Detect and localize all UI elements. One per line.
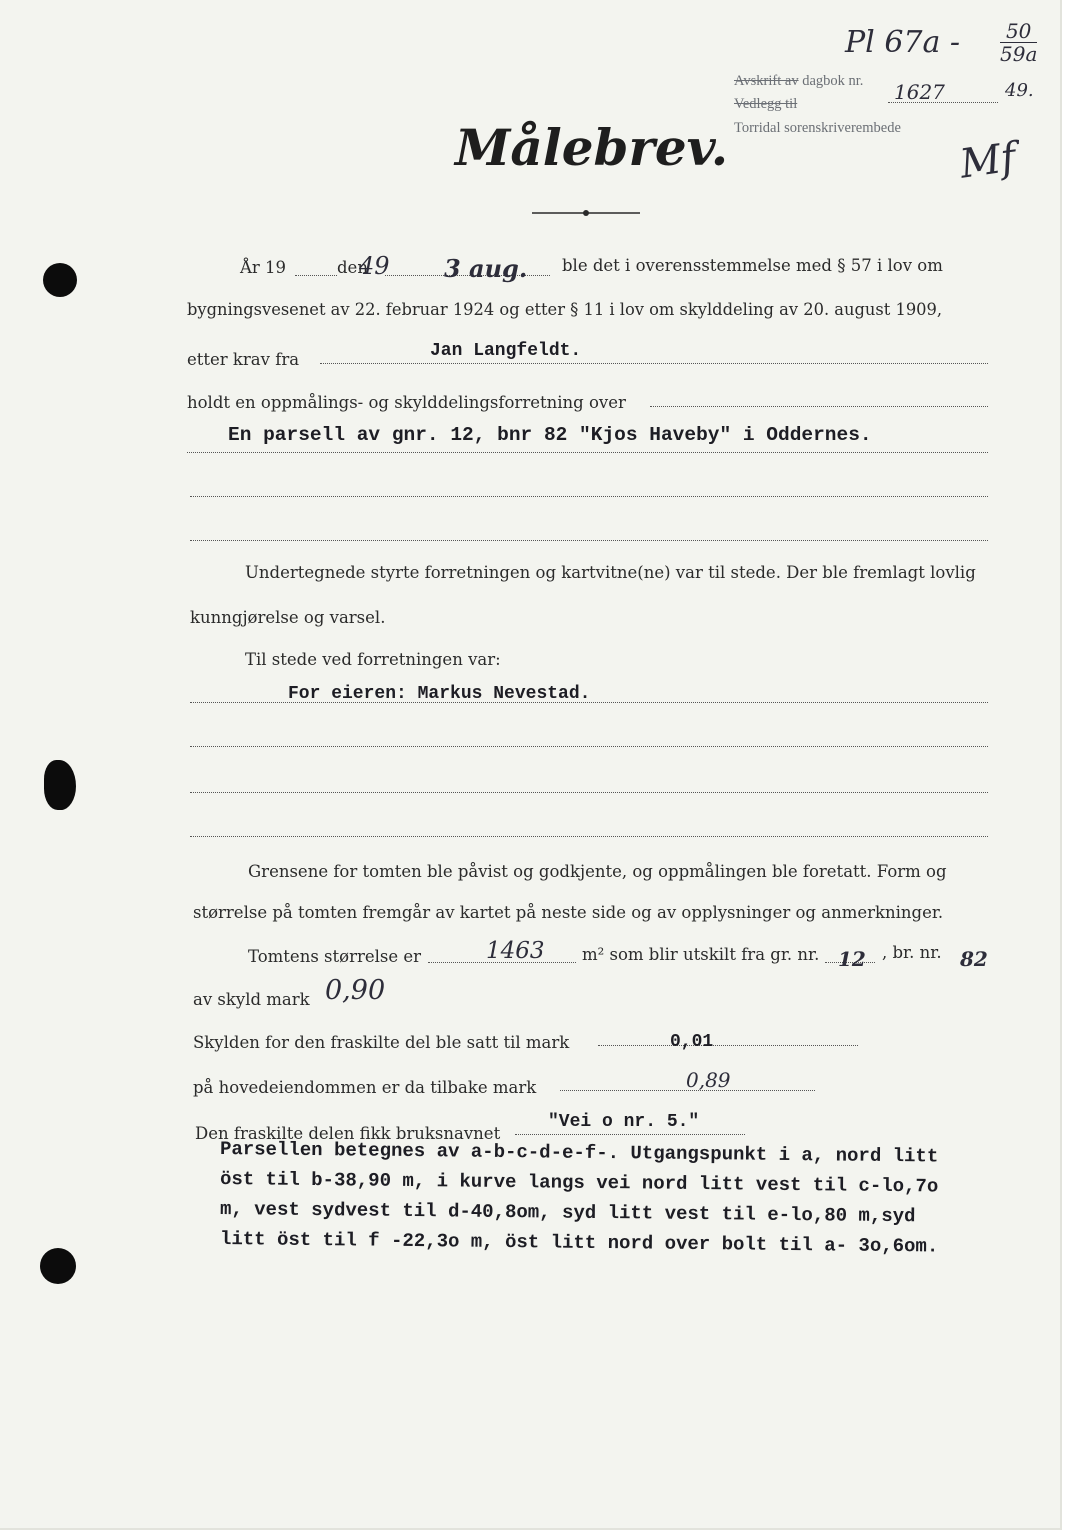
punch-hole-middle [44,760,76,810]
year-prefix: År 19 [240,258,287,277]
object-dots [187,452,988,453]
bnr-value: 82 [960,947,988,971]
skyld-value: 0,90 [325,975,386,1006]
stamp-line-1 [734,73,863,90]
size-unit: m² som blir utskilt fra gr. nr. [582,945,820,964]
present-dots [190,702,988,703]
bruk-value: "Vei o nr. 5." [548,1112,700,1132]
krav-label: etter krav fra [187,350,300,369]
stamp-vedlegg: Vedlegg til [734,96,798,112]
frask-value: 0,01 [670,1032,714,1052]
para2-line2: kunngjørelse og varsel. [190,608,386,627]
stamp-dots [888,102,998,103]
corner-reference-main: Pl 67a - [845,25,961,60]
size-value: 1463 [486,938,545,964]
title-ornament [532,208,640,218]
object-description: En parsell av gnr. 12, bnr 82 "Kjos Haveby" i Oddernes. [228,424,872,446]
year-suffix: 49 [359,252,390,280]
para3-line1: Grensene for tomten ble påvist og godkjente, og oppmålingen ble foretatt. Form og [248,862,947,881]
punch-hole-bottom [40,1248,76,1284]
para3-line2: størrelse på tomten fremgår av kartet på neste side og av opplysninger og anmerkninger. [193,903,944,922]
bruk-dots [515,1134,745,1135]
punch-hole-top [43,263,77,297]
description-line: öst til b-38,90 m, i kurve langs vei nord litt vest til c-lo,7o [219,1168,939,1198]
present-label: Til stede ved forretningen var: [245,650,501,669]
blank-line-5 [190,836,988,837]
para1-line2: bygningsvesenet av 22. februar 1924 og etter § 11 i lov om skylddeling av 20. august 1909, [187,300,943,319]
size-label: Tomtens størrelse er [248,947,422,966]
bruk-label: Den fraskilte delen fikk bruksnavnet [195,1124,501,1143]
blank-line-2 [190,540,988,541]
year-dots [295,275,337,276]
para1-line1-text: ble det i overensstemmelse med § 57 i lov om [562,256,943,275]
description-line: litt öst til f -22,3o m, öst litt nord over bolt til a- 3o,6om. [219,1228,939,1258]
corner-reference [845,25,960,60]
frask-label: Skylden for den fraskilte del ble satt til mark [193,1033,570,1052]
description-line: Parsellen betegnes av a-b-c-d-e-f-. Utgangspunkt i a, nord litt [219,1138,939,1168]
date-value: 3 aug. [444,254,528,283]
gnr-value: 12 [838,947,866,971]
bnr-label: , br. nr. [882,943,942,962]
krav-value: Jan Langfeldt. [430,341,582,361]
hoved-label: på hovedeiendommen er da tilbake mark [193,1078,537,1097]
stamp-avskrift: Avskrift av [734,73,799,89]
hoved-value: 0,89 [686,1068,731,1092]
stamp-year: 49. [1005,80,1034,101]
handwritten-initials: Mf [957,134,1019,188]
corner-reference-fraction [1000,20,1037,65]
corner-fraction-top: 50 [1000,20,1037,43]
corner-fraction-bottom: 59a [1000,42,1038,66]
holdt-text: holdt en oppmålings- og skylddelingsforretning over [187,393,626,412]
para2-line1: Undertegnede styrte forretningen og kartvitne(ne) var til stede. Der ble fremlagt lovlig [245,563,976,582]
stamp-diary-number: 1627 [894,80,945,104]
den-label: den [337,258,368,277]
stamp-dagbok: dagbok nr. [802,73,864,89]
holdt-dots [650,406,988,407]
frask-dots [598,1045,858,1046]
description-line: m, vest sydvest til d-40,8om, syd litt vest til e-lo,80 m,syd [219,1198,916,1228]
blank-line-4 [190,792,988,793]
blank-line-3 [190,746,988,747]
skyld-label: av skyld mark [193,990,310,1009]
krav-dots [320,363,988,364]
stamp-office: Torridal sorenskriverembede [734,120,901,136]
present-value: For eieren: Markus Nevestad. [288,684,591,704]
page-title: Målebrev. [455,118,729,177]
blank-line-1 [190,496,988,497]
